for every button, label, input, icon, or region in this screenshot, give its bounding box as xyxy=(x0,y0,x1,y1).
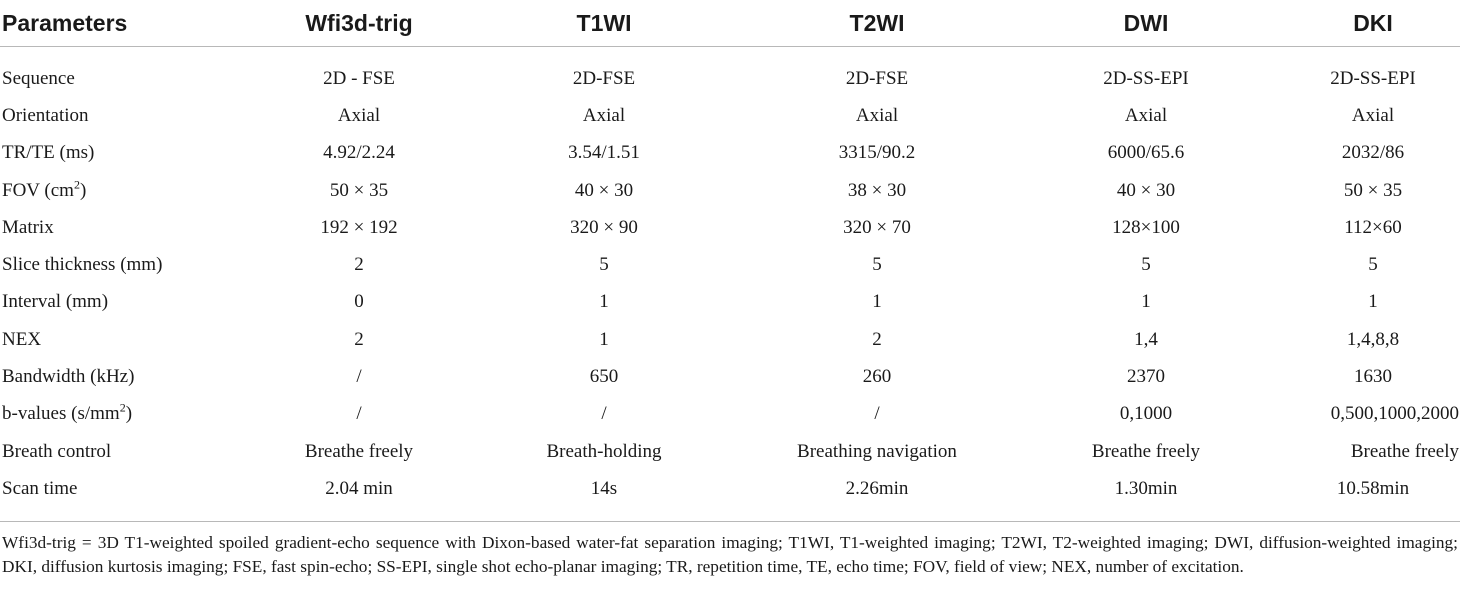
table-cell: 2.26min xyxy=(845,477,909,499)
table-cell: 2D-SS-EPI xyxy=(1103,67,1189,89)
table-cell: 40 × 30 xyxy=(574,179,634,201)
table-cell: Breathe freely xyxy=(1091,440,1201,462)
table-row xyxy=(0,172,1460,209)
row-label xyxy=(0,433,258,470)
table-cell: 2 xyxy=(872,328,882,350)
row-label-text: NEX xyxy=(2,328,42,350)
table-body xyxy=(0,47,1460,508)
table-cell: Axial xyxy=(1124,104,1168,126)
table-row xyxy=(0,470,1460,507)
table-cell: 0,500,1000,2000 xyxy=(1330,403,1459,425)
table-cell: 192 × 192 xyxy=(320,216,398,238)
table-cell: 320 × 70 xyxy=(843,216,911,238)
table-cell: 1 xyxy=(1141,291,1151,313)
row-label xyxy=(0,97,258,134)
table-cell: 0 xyxy=(354,291,364,313)
table-row xyxy=(0,209,1460,246)
table-cell: Breathe freely xyxy=(304,440,414,462)
table-cell: 38 × 30 xyxy=(847,179,907,201)
row-label-tail: ) xyxy=(79,179,87,201)
table-row xyxy=(0,396,1460,433)
row-label-tail: ) xyxy=(125,403,133,425)
table-header xyxy=(0,0,1460,47)
table-row xyxy=(0,246,1460,283)
table-cell: 2032/86 xyxy=(1341,142,1405,164)
row-label-superscript: 2 xyxy=(119,400,126,415)
table-row xyxy=(0,135,1460,172)
row-label-text: FOV (cm xyxy=(2,179,74,201)
table-cell: Breath-holding xyxy=(546,440,662,462)
table-bottom-rule xyxy=(0,521,1460,522)
table-row xyxy=(0,433,1460,470)
table-cell: 3.54/1.51 xyxy=(568,142,640,164)
table-cell: 650 xyxy=(589,366,619,388)
table-row xyxy=(0,60,1460,97)
table-cell: 1,4,8,8 xyxy=(1346,328,1400,350)
table-spacer xyxy=(0,47,1460,61)
table-footnote: Wfi3d-trig = 3D T1-weighted spoiled gradient-echo sequence with Dixon-based water-fat separation imaging; T1WI, T1-weighted imaging; T2WI, T2-weighted imaging; DWI, diffusion-weighted imaging; DKI, diffusion kurtosis imaging; FSE, fast spin-echo; SS-EPI, single shot echo-planar imaging; TR, repetition time, TE, echo time; FOV, field of view; NEX, number of excitation. xyxy=(2,533,1458,576)
header-t1wi: T1WI xyxy=(460,0,748,47)
row-label-superscript: 2 xyxy=(73,177,80,192)
table-cell: 1630 xyxy=(1354,366,1392,388)
table-cell: 1.30min xyxy=(1114,477,1178,499)
table-cell: 40 × 30 xyxy=(1116,179,1176,201)
table-cell: 5 xyxy=(599,254,609,276)
table-cell: / xyxy=(874,403,880,425)
table-row xyxy=(0,321,1460,358)
table-cell: Breathe freely xyxy=(1350,440,1459,462)
header-dwi: DWI xyxy=(1006,0,1286,47)
row-label xyxy=(0,172,258,209)
table-cell: Axial xyxy=(1351,104,1395,126)
table-cell: 1,4 xyxy=(1134,328,1158,350)
row-label-text: Breath control xyxy=(2,440,112,462)
table-cell: Axial xyxy=(582,104,626,126)
row-label-text: Orientation xyxy=(2,104,89,126)
table-cell: 50 × 35 xyxy=(329,179,389,201)
table-cell: 5 xyxy=(1368,254,1378,276)
table-cell: 4.92/2.24 xyxy=(323,142,395,164)
table-cell: 2 xyxy=(354,328,364,350)
row-label-text: Interval (mm) xyxy=(2,291,109,313)
row-label xyxy=(0,135,258,172)
row-label-text: Scan time xyxy=(2,477,78,499)
table-cell: 2D-FSE xyxy=(845,67,909,89)
table-cell: 112×60 xyxy=(1344,216,1402,238)
table-cell: 5 xyxy=(1141,254,1151,276)
table-cell: 2D - FSE xyxy=(323,67,395,89)
table-cell: 1 xyxy=(872,291,882,313)
table-cell: 320 × 90 xyxy=(570,216,638,238)
header-dki: DKI xyxy=(1286,0,1460,47)
table-row xyxy=(0,284,1460,321)
table-cell: 3315/90.2 xyxy=(838,142,916,164)
table-cell: 128×100 xyxy=(1112,216,1180,238)
table-cell: 2D-FSE xyxy=(572,67,636,89)
table-cell: Breathing navigation xyxy=(797,440,957,462)
table-cell: 2D-SS-EPI xyxy=(1330,67,1416,89)
row-label xyxy=(0,60,258,97)
table-cell: / xyxy=(356,366,362,388)
table-row xyxy=(0,97,1460,134)
table-cell: 260 xyxy=(862,366,892,388)
table-cell: 14s xyxy=(590,477,618,499)
table-cell: 1 xyxy=(1368,291,1378,313)
table-cell: Axial xyxy=(337,104,381,126)
row-label xyxy=(0,284,258,321)
table-cell: / xyxy=(356,403,362,425)
row-label xyxy=(0,321,258,358)
table-cell: 2.04 min xyxy=(325,477,393,499)
row-label-text: Matrix xyxy=(2,216,54,238)
header-t2wi: T2WI xyxy=(748,0,1006,47)
table-cell: Axial xyxy=(855,104,899,126)
row-label-text: Sequence xyxy=(2,67,75,89)
table-cell: 1 xyxy=(599,328,609,350)
row-label-text: Bandwidth (kHz) xyxy=(2,366,135,388)
table-cell: 10.58min xyxy=(1336,477,1410,499)
table-cell: 5 xyxy=(872,254,882,276)
table-cell: 2370 xyxy=(1127,366,1165,388)
table-cell: 2 xyxy=(354,254,364,276)
row-label-text: b-values (s/mm xyxy=(2,403,120,425)
row-label xyxy=(0,358,258,395)
row-label-text: TR/TE (ms) xyxy=(2,142,95,164)
row-label-text: Slice thickness (mm) xyxy=(2,254,163,276)
table-cell: 6000/65.6 xyxy=(1107,142,1185,164)
row-label xyxy=(0,396,258,433)
table-cell: / xyxy=(601,403,607,425)
row-label xyxy=(0,209,258,246)
row-label xyxy=(0,470,258,507)
table-cell: 50 × 35 xyxy=(1343,179,1403,201)
table-cell: 1 xyxy=(599,291,609,313)
header-row xyxy=(0,0,1460,47)
header-parameters: Parameters xyxy=(0,0,258,47)
table-cell: 0,1000 xyxy=(1119,403,1173,425)
header-wfi3d-trig: Wfi3d-trig xyxy=(258,0,460,47)
table-row xyxy=(0,358,1460,395)
row-label xyxy=(0,246,258,283)
